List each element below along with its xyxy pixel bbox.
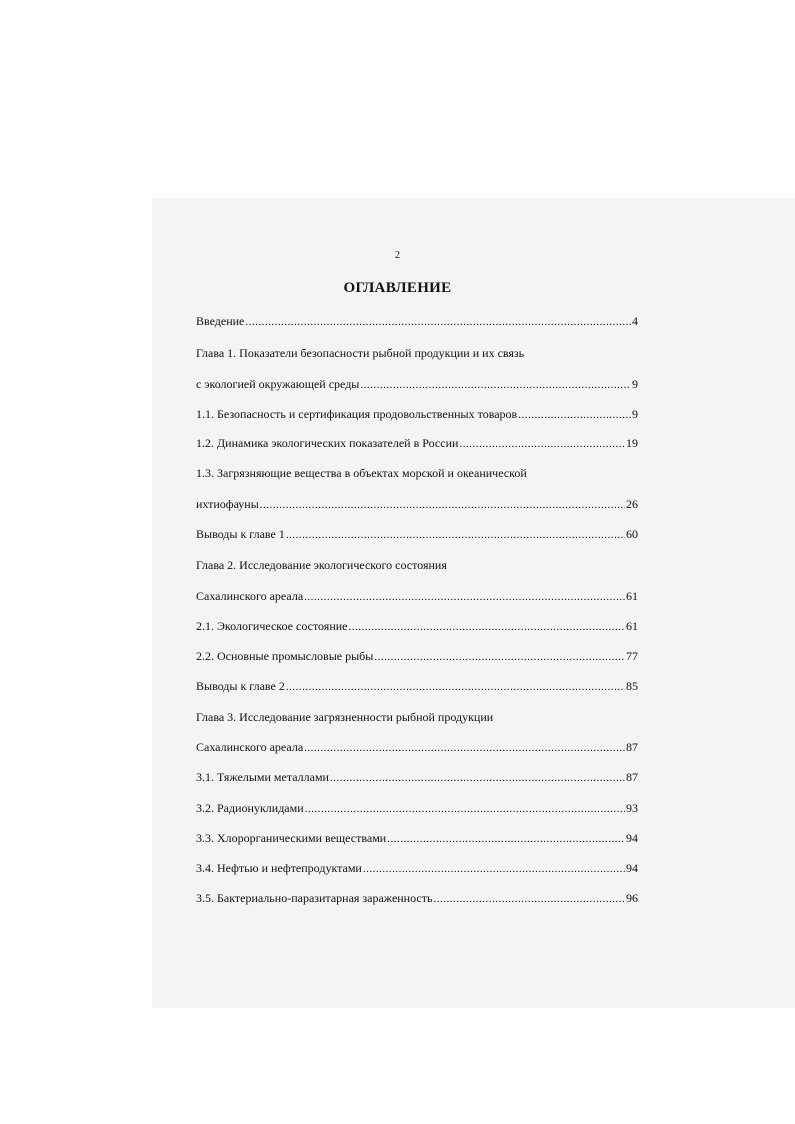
toc-entry: 1.2. Динамика экологических показателей в России ..... 19	[196, 436, 638, 451]
toc-entry: 3.4. Нефтью и нефтепродуктами ..... 94	[196, 861, 638, 876]
toc-entry: Глава 3. Исследование загрязненности рыбной продукции	[196, 710, 494, 724]
toc-title: ОГЛАВЛЕНИЕ	[343, 280, 452, 296]
toc-entry: Глава 2. Исследование экологического состояния	[196, 558, 447, 572]
toc-entry: 2.2. Основные промысловые рыбы ..... 77	[196, 649, 638, 664]
toc-entry: Сахалинского ареала ..... 87	[196, 740, 638, 755]
toc-entry: 3.3. Хлорорганическими веществами ..... 94	[196, 831, 638, 846]
toc-entry: Выводы к главе 2 ..... 85	[196, 679, 638, 694]
toc-entry: 2.1. Экологическое состояние ..... 61	[196, 619, 638, 634]
toc-entry: Выводы к главе 1 ..... 60	[196, 527, 638, 542]
toc-entry: 1.3. Загрязняющие вещества в объектах морской и океанической	[196, 466, 527, 480]
page-number: 2	[395, 250, 400, 261]
toc-entry: Сахалинского ареала ..... 61	[196, 589, 638, 604]
toc-entry: 3.5. Бактериально-паразитарная зараженность ..... 96	[196, 891, 638, 906]
toc-entry: ихтиофауны ..... 26	[196, 497, 638, 512]
toc-entry: Введение ..... 4	[196, 314, 638, 329]
toc-entry: Глава 1. Показатели безопасности рыбной продукции и их связь	[196, 346, 525, 360]
toc-entry: 3.1. Тяжелыми металлами ..... 87	[196, 770, 638, 785]
toc-entry: 1.1. Безопасность и сертификация продовольственных товаров ..... 9	[196, 407, 638, 422]
toc-entry: 3.2. Радионуклидами ..... 93	[196, 801, 638, 816]
toc-entry: с экологией окружающей среды ..... 9	[196, 377, 638, 392]
